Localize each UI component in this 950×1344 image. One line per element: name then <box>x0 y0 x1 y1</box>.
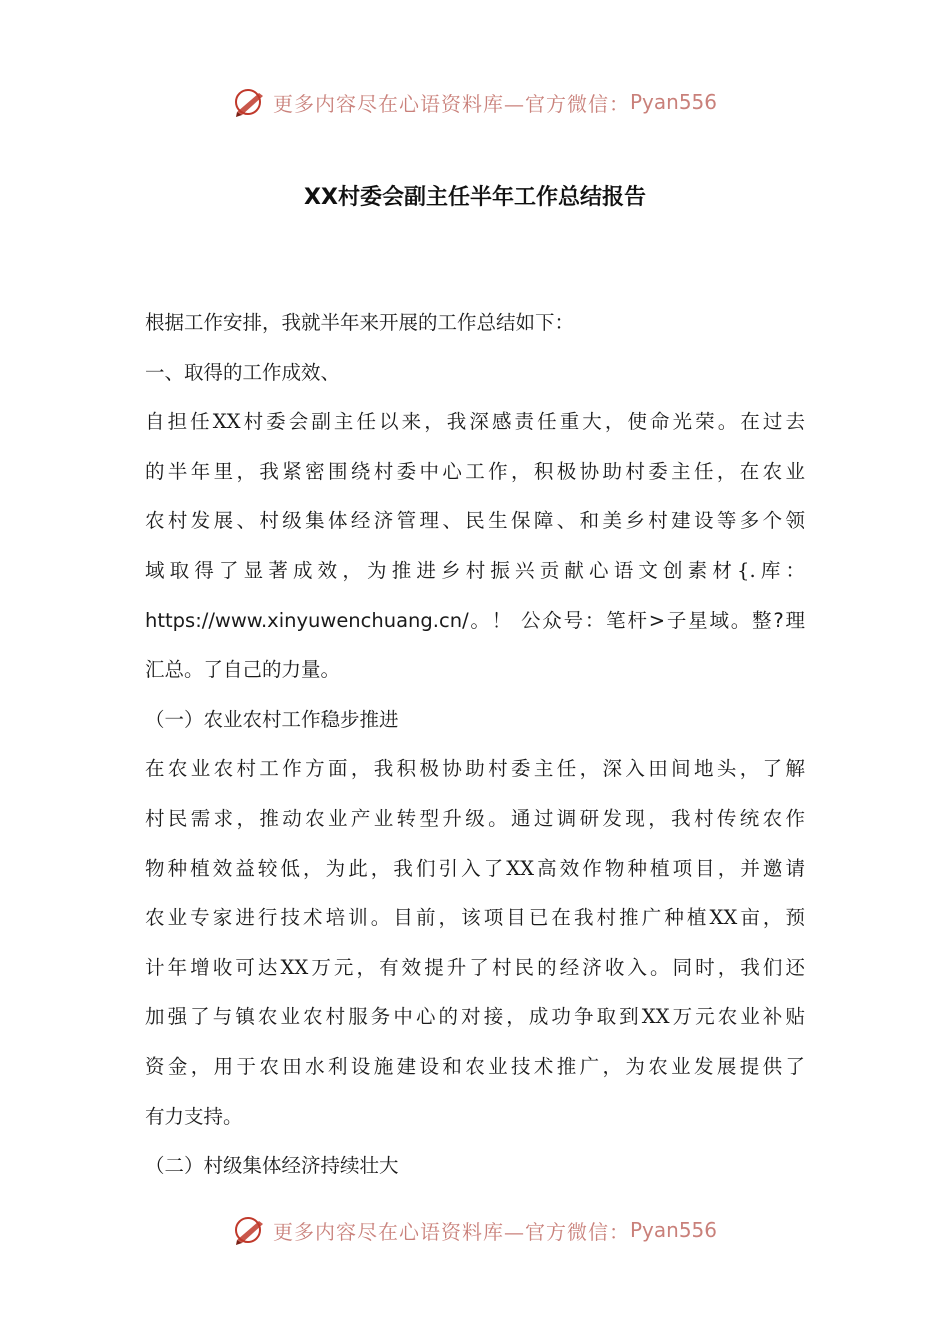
subsection-heading: （二）村级集体经济持续壮大 <box>145 1154 399 1178</box>
paragraph-line: 在农业农村工作方面，我积极协助村委主任，深入田间地头，了解 <box>145 757 805 781</box>
watermark-banner-bottom <box>0 1210 950 1250</box>
paragraph-line: 村民需求，推动农业产业转型升级。通过调研发现，我村传统农作 <box>145 806 805 830</box>
document-body <box>145 298 805 1191</box>
banner-text: 更多内容尽在心语资料库—官方微信： <box>272 1219 630 1244</box>
watermark-banner-top <box>0 82 950 122</box>
banner-wechat-id: Pyan556 <box>629 90 717 114</box>
paragraph-line: 农村发展、村级集体经济管理、民生保障、和美乡村建设等多个领 <box>145 509 805 533</box>
paragraph-line: 汇总。了自己的力量。 <box>145 658 341 682</box>
paragraph-line: 的半年里，我紧密围绕村委中心工作，积极协助村委主任，在农业 <box>145 459 805 483</box>
document-title: XX村委会副主任半年工作总结报告 <box>304 185 646 210</box>
paragraph-line: 域取得了显著成效，为推进乡村振兴贡献心语文创素材{.库： <box>145 558 805 582</box>
paragraph-line: 有力支持。 <box>145 1104 243 1128</box>
paragraph-line: 资金，用于农田水利设施建设和农业技术推广，为农业发展提供了 <box>145 1054 805 1078</box>
pen-in-circle-icon <box>233 1213 267 1247</box>
paragraph-line: 物种植效益较低，为此，我们引入了XX高效作物种植项目，并邀请 <box>145 856 805 880</box>
paragraph-line-url: https://www.xinyuwenchuang.cn/。！ 公众号：笔杆>子星域。整?理 <box>145 608 805 632</box>
subsection-heading: （一）农业农村工作稳步推进 <box>145 707 399 731</box>
paragraph-line: 农业专家进行技术培训。目前，该项目已在我村推广种植XX亩，预 <box>145 906 805 930</box>
pen-in-circle-icon <box>233 85 267 119</box>
section-heading: 一、取得的工作成效、 <box>145 360 341 384</box>
paragraph-line: 根据工作安排，我就半年来开展的工作总结如下： <box>145 311 575 334</box>
paragraph-line: 计年增收可达XX万元，有效提升了村民的经济收入。同时，我们还 <box>145 955 805 979</box>
paragraph-line: 加强了与镇农业农村服务中心的对接，成功争取到XX万元农业补贴 <box>145 1005 805 1029</box>
banner-text: 更多内容尽在心语资料库—官方微信： <box>272 91 630 116</box>
paragraph-line: 自担任XX村委会副主任以来，我深感责任重大，使命光荣。在过去 <box>145 410 805 434</box>
banner-wechat-id: Pyan556 <box>629 1218 717 1242</box>
